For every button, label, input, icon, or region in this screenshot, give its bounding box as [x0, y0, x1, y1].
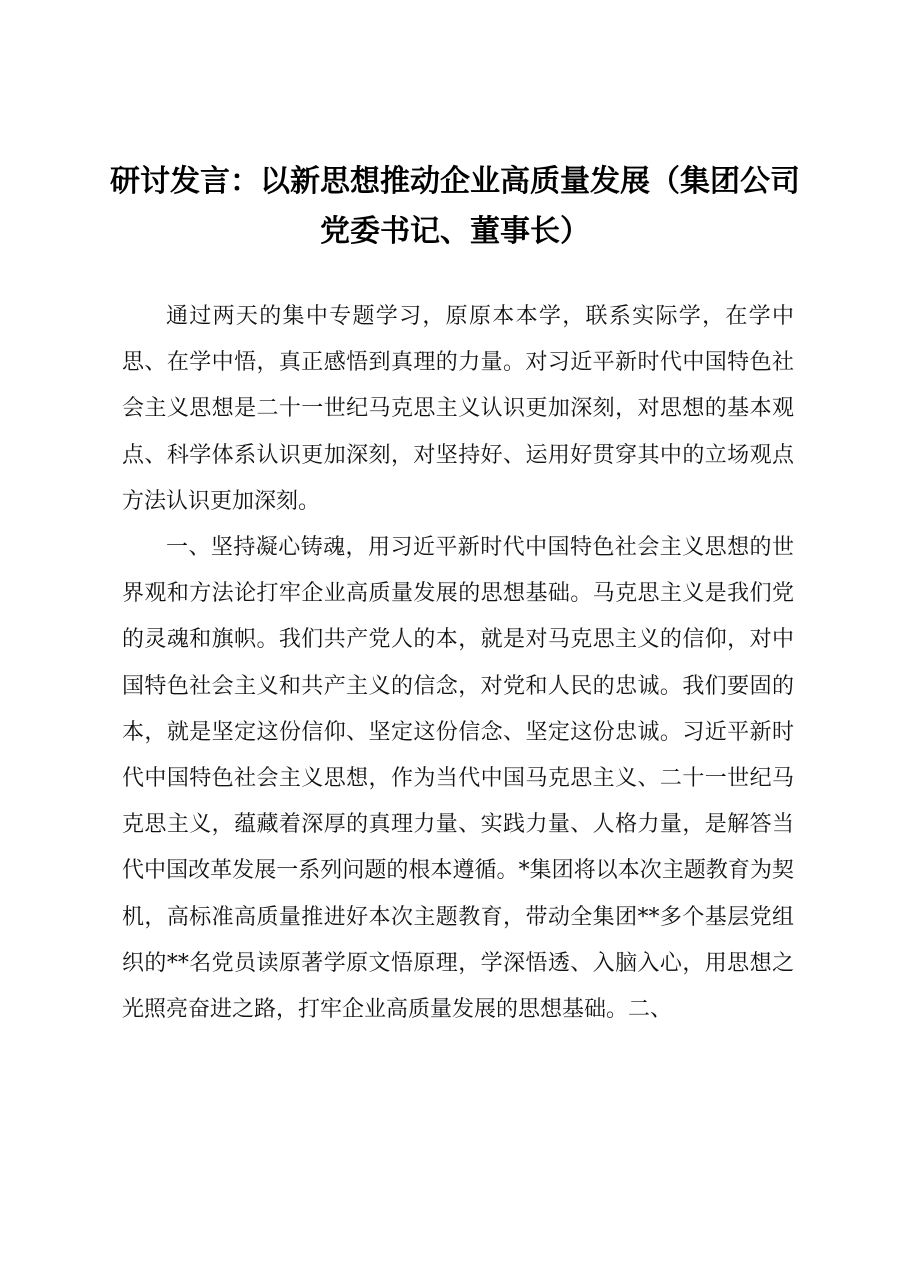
- paragraph-intro: 通过两天的集中专题学习，原原本本学，联系实际学，在学中思、在学中悟，真正感悟到真理的力量。对习近平新时代中国特色社会主义思想是二十一世纪马克思主义认识更加深刻，对思想的基本观点、科学体系认识更加深刻，对坚持好、运用好贯穿其中的立场观点方法认识更加深刻。: [122, 304, 794, 514]
- document-title: 研讨发言：以新思想推动企业高质量发展（集团公司党委书记、董事长）: [110, 164, 800, 249]
- document-body: [122, 294, 794, 1033]
- paragraph-section-one: 一、坚持凝心铸魂，用习近平新时代中国特色社会主义思想的世界观和方法论打牢企业高质量发展的思想基础。马克思主义是我们党的灵魂和旗帜。我们共产党人的本，就是对马克思主义的信仰，对中国特色社会主义和共产主义的信念，对党和人民的忠诚。我们要固的本，就是坚定这份信仰、坚定这份信念、坚定这份忠诚。习近平新时代中国特色社会主义思想，作为当代中国马克思主义、二十一世纪马克思主义，蕴藏着深厚的真理力量、实践力量、人格力量，是解答当代中国改革发展一系列问题的根本遵循。*集团将以本次主题教育为契机，高标准高质量推进好本次主题教育，带动全集团**多个基层党组织的**名党员读原著学原文悟原理，学深悟透、入脑入心，用思想之光照亮奋进之路，打牢企业高质量发展的思想基础。二、: [122, 535, 794, 1023]
